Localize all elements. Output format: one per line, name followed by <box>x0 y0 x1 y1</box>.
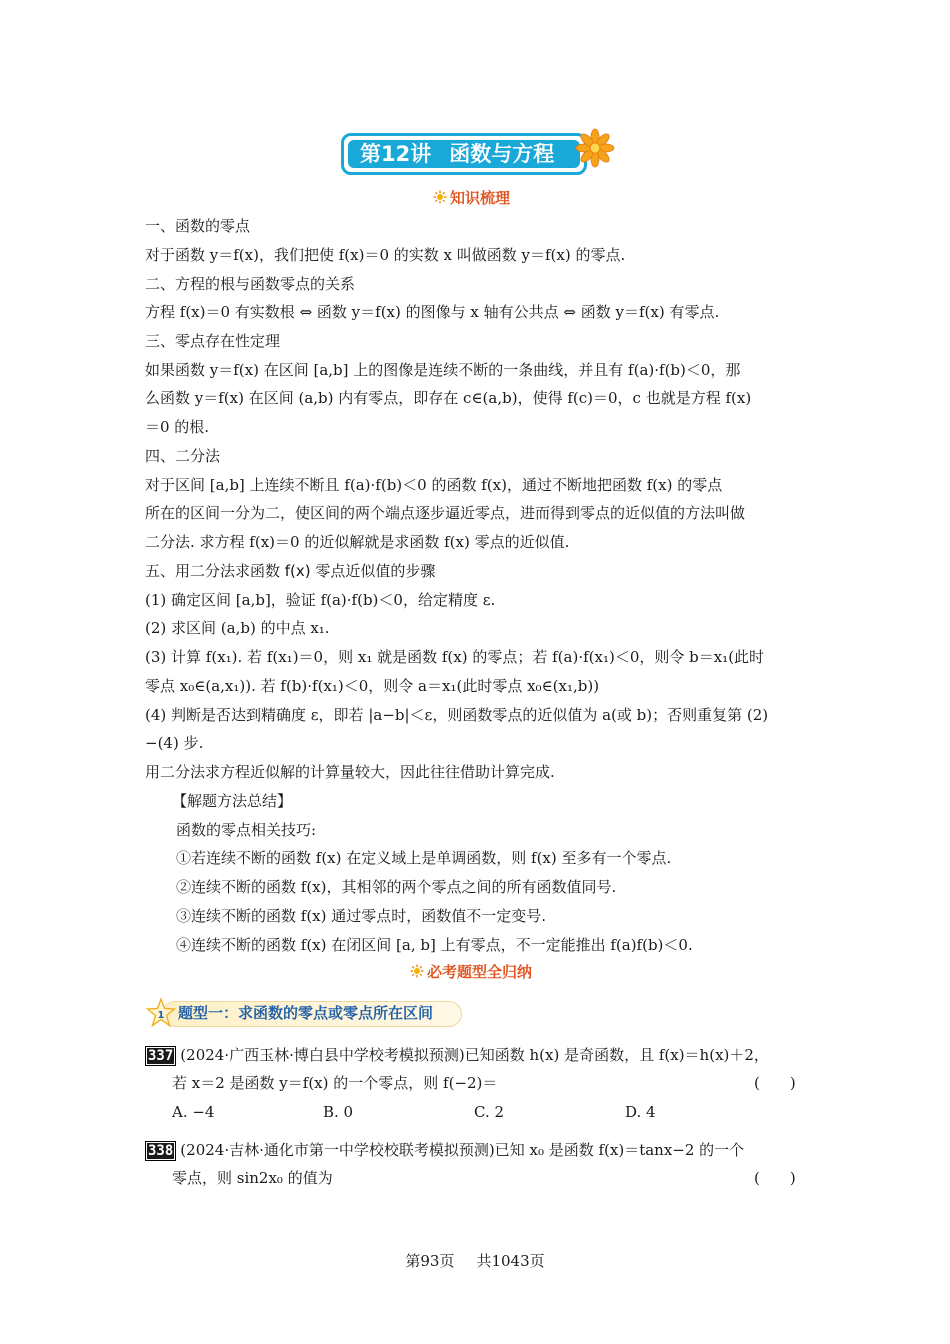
body-line: 二分法. 求方程 f(x)＝0 的近似解就是求函数 f(x) 零点的近似值. <box>145 533 570 551</box>
section-heading-types <box>410 962 532 982</box>
sun-icon <box>410 964 424 978</box>
page-footer <box>0 1251 950 1271</box>
answer-blank: ( ) <box>754 1169 796 1187</box>
body-line: 对于区间 [a,b] 上连续不断且 f(a)·f(b)＜0 的函数 f(x)，通过不断地把函数 f(x) 的零点 <box>145 476 723 494</box>
method-item: ①若连续不断的函数 f(x) 在定义域上是单调函数，则 f(x) 至多有一个零点. <box>176 849 672 867</box>
star-icon <box>146 998 176 1028</box>
section-heading-text: 必考题型全归纳 <box>427 963 533 981</box>
chapter-banner <box>341 133 587 175</box>
step-line: −(4) 步. <box>145 734 204 752</box>
body-line: 所在的区间一分为二，使区间的两个端点逐步逼近零点，进而得到零点的近似值的方法叫做 <box>145 504 746 522</box>
option-c: C. 2 <box>474 1103 505 1121</box>
body-line: 对于函数 y＝f(x)，我们把使 f(x)＝0 的实数 x 叫做函数 y＝f(x) 的零点. <box>145 246 626 264</box>
question-338-line1 <box>145 1140 744 1161</box>
topic-banner <box>146 998 462 1028</box>
heading-bisection-steps: 五、用二分法求函数 f(x) 零点近似值的步骤 <box>145 562 436 580</box>
sun-icon <box>433 190 447 204</box>
section-heading-text: 知识梳理 <box>450 189 511 207</box>
question-text: (2024·吉林·通化市第一中学校校联考模拟预测)已知 x₀ 是函数 f(x)＝tanx−2 的一个 <box>180 1141 745 1159</box>
option-a: A. −4 <box>172 1103 215 1121</box>
body-line: ＝0 的根. <box>145 418 210 436</box>
flower-icon <box>575 128 615 168</box>
question-338-line2: 零点，则 sin2x₀ 的值为 <box>172 1169 333 1187</box>
section-heading-knowledge <box>433 188 510 208</box>
body-line: 用二分法求方程近似解的计算量较大，因此往往借助计算完成. <box>145 763 555 781</box>
method-item: ④连续不断的函数 f(x) 在闭区间 [a, b] 上有零点，不一定能推出 f(a)f(b)＜0. <box>176 936 693 954</box>
question-number: 338 <box>145 1141 176 1161</box>
method-item: ②连续不断的函数 f(x)，其相邻的两个零点之间的所有函数值同号. <box>176 878 617 896</box>
heading-zero-point: 一、函数的零点 <box>145 217 251 235</box>
question-337-line1 <box>145 1045 769 1066</box>
step-line: (2) 求区间 (a,b) 的中点 x₁. <box>145 619 330 637</box>
step-line: (4) 判断是否达到精确度 ε，即若 |a−b|＜ε，则函数零点的近似值为 a(或 b)；否则重复第 (2) <box>145 706 769 724</box>
topic-number: 1 <box>157 1010 165 1021</box>
step-line: (1) 确定区间 [a,b]，验证 f(a)·f(b)＜0，给定精度 ε. <box>145 591 496 609</box>
option-d: D. 4 <box>625 1103 656 1121</box>
page-total: 共1043页 <box>476 1252 545 1270</box>
chapter-name: 函数与方程 <box>449 142 555 166</box>
method-intro: 函数的零点相关技巧: <box>176 821 317 839</box>
heading-bisection: 四、二分法 <box>145 447 221 465</box>
chapter-title <box>348 140 580 168</box>
question-text: (2024·广西玉林·博白县中学校考模拟预测)已知函数 h(x) 是奇函数，且 f(x)＝h(x)＋2， <box>180 1046 769 1064</box>
option-b: B. 0 <box>323 1103 354 1121</box>
body-line: 如果函数 y＝f(x) 在区间 [a,b] 上的图像是连续不断的一条曲线，并且有 f(a)·f(b)＜0，那 <box>145 361 741 379</box>
step-line: (3) 计算 f(x₁). 若 f(x₁)＝0，则 x₁ 就是函数 f(x) 的零点；若 f(a)·f(x₁)＜0，则令 b＝x₁(此时 <box>145 648 765 666</box>
question-337-line2: 若 x＝2 是函数 y＝f(x) 的一个零点，则 f(−2)＝ <box>172 1074 498 1092</box>
step-line: 零点 x₀∈(a,x₁)). 若 f(b)·f(x₁)＜0，则令 a＝x₁(此时零点 x₀∈(x₁,b)) <box>145 677 600 695</box>
question-number: 337 <box>145 1046 176 1066</box>
body-line: 方程 f(x)＝0 有实数根 ⇔ 函数 y＝f(x) 的图像与 x 轴有公共点 ⇔ 函数 y＝f(x) 有零点. <box>145 303 720 321</box>
method-item: ③连续不断的函数 f(x) 通过零点时，函数值不一定变号. <box>176 907 547 925</box>
heading-existence-theorem: 三、零点存在性定理 <box>145 332 281 350</box>
page-number: 第93页 <box>405 1252 455 1270</box>
heading-root-relation: 二、方程的根与函数零点的关系 <box>145 275 356 293</box>
topic-label: 题型一：求函数的零点或零点所在区间 <box>178 1004 434 1022</box>
answer-blank: ( ) <box>754 1074 796 1092</box>
method-title: 【解题方法总结】 <box>172 792 293 810</box>
body-line: 么函数 y＝f(x) 在区间 (a,b) 内有零点，即存在 c∈(a,b)，使得 f(c)＝0，c 也就是方程 f(x) <box>145 389 752 407</box>
chapter-number: 第12讲 <box>360 142 432 166</box>
